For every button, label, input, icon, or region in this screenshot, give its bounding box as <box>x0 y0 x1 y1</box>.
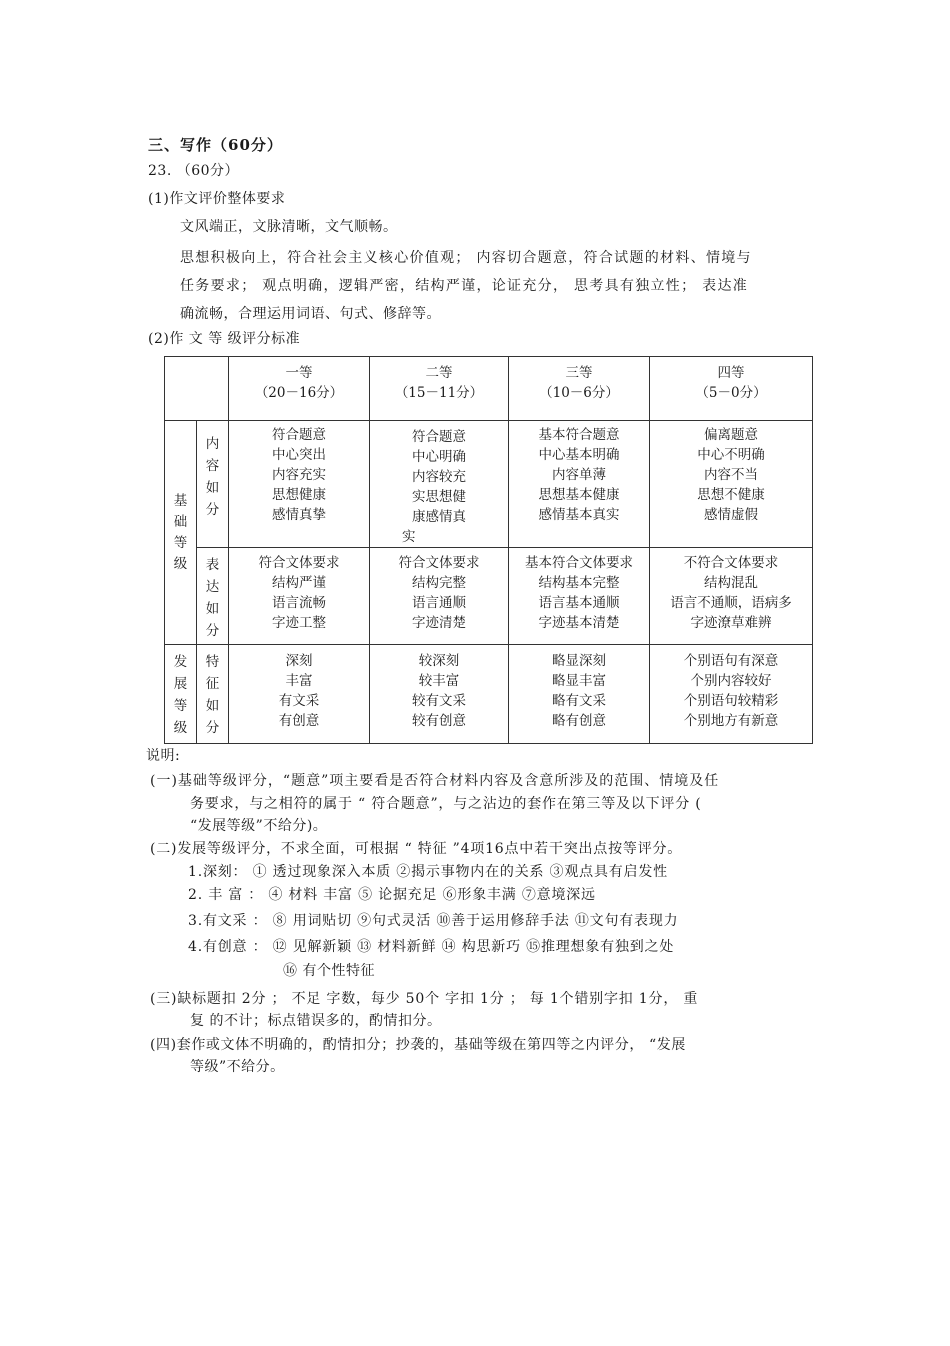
grade-header-3: 三等 （10－6分） <box>509 357 650 421</box>
note-4-line-1: (四)套作或文体不明确的，酌情扣分；抄袭的，基础等级在第四等之内评分， “发展 <box>150 1037 686 1053</box>
grade-header-2: 二等 （15－11分） <box>370 357 509 421</box>
part1-paragraph-1: 文风端正，文脉清晰，文气顺畅。 <box>180 219 398 235</box>
development-level-label: 发 展 等 级 <box>165 645 197 744</box>
section-title: 三、写作（60分） <box>148 136 283 154</box>
feature-grade-4: 个别语句有深意 个别内容较好 个别语句较精彩 个别地方有新意 <box>650 645 813 744</box>
part1-title: (1)作文评价整体要求 <box>148 191 286 207</box>
table-header-row <box>165 357 813 421</box>
content-label: 内 容 如 分 <box>197 421 229 548</box>
note-1-line-1: (一)基础等级评分，“题意”项主要看是否符合材料内容及含意所涉及的范围、情境及任 <box>150 773 720 789</box>
expression-grade-4: 不符合文体要求 结构混乱 语言不通顺，语病多 字迹潦草难辨 <box>650 548 813 645</box>
content-grade-1: 符合题意 中心突出 内容充实 思想健康 感情真挚 <box>229 421 370 548</box>
table-corner-cell <box>165 357 229 421</box>
basic-level-label: 基 础 等 级 <box>165 421 197 645</box>
note-2-line-1: (二)发展等级评分，不求全面，可根据 “ 特征 ”4项16点中若干突出点按等评分。 <box>150 841 683 857</box>
expression-grade-2: 符合文体要求 结构完整 语言通顺 字迹清楚 <box>370 548 509 645</box>
expression-row <box>165 548 813 645</box>
development-row <box>165 645 813 744</box>
part1-paragraph-2-line-1: 思想积极向上，符合社会主义核心价值观； 内容切合题意，符合试题的材料、情境与 <box>180 250 752 266</box>
note-3-line-2: 复 的不计；标点错误多的，酌情扣分。 <box>190 1013 442 1029</box>
grade-header-4: 四等 （5－0分） <box>650 357 813 421</box>
expression-grade-3: 基本符合文体要求 结构基本完整 语言基本通顺 字迹基本清楚 <box>509 548 650 645</box>
note-2-item-5: ⑯ 有个性特征 <box>283 963 375 979</box>
note-4-line-2: 等级”不给分。 <box>190 1059 285 1075</box>
feature-grade-1: 深刻 丰富 有文采 有创意 <box>229 645 370 744</box>
expression-label: 表 达 如 分 <box>197 548 229 645</box>
part1-paragraph-2-line-3: 确流畅，合理运用词语、句式、修辞等。 <box>180 306 441 322</box>
note-1-line-3: “发展等级”不给分)。 <box>190 818 328 834</box>
grade-header-1: 一等 （20－16分） <box>229 357 370 421</box>
feature-grade-3: 略显深刻 略显丰富 略有文采 略有创意 <box>509 645 650 744</box>
content-row <box>165 421 813 548</box>
note-3-line-1: (三)缺标题扣 2分 ； 不足 字数，每少 50个 字扣 1分 ； 每 1个错别字扣 1分， 重 <box>150 991 699 1007</box>
feature-label: 特 征 如 分 <box>197 645 229 744</box>
part1-paragraph-2-line-2: 任务要求； 观点明确，逻辑严密，结构严谨，论证充分， 思考具有独立性； 表达准 <box>180 278 749 294</box>
question-number: 23. （60分） <box>148 163 240 179</box>
note-1-line-2: 务要求，与之相符的属于 “ 符合题意”，与之沾边的套作在第三等及以下评分 ( <box>190 796 702 812</box>
note-2-item-2: 2. 丰 富 ： ④ 材料 丰富 ⑤ 论据充足 ⑥形象丰满 ⑦意境深远 <box>188 887 596 903</box>
feature-grade-2: 较深刻 较丰富 较有文采 较有创意 <box>370 645 509 744</box>
note-2-item-3: 3.有文采 ： ⑧ 用词贴切 ⑨句式灵活 ⑩善于运用修辞手法 ⑪文句有表现力 <box>188 913 679 929</box>
note-2-item-4: 4.有创意 ： ⑫ 见解新颖 ⑬ 材料新鲜 ⑭ 构思新巧 ⑮推理想象有独到之处 <box>188 939 675 955</box>
grading-table <box>164 356 813 744</box>
part2-title: (2)作 文 等 级评分标准 <box>148 331 301 347</box>
note-2-item-1: 1.深刻： ① 透过现象深入本质 ②揭示事物内在的关系 ③观点具有启发性 <box>188 864 668 880</box>
notes-title: 说明: <box>146 748 181 764</box>
expression-grade-1: 符合文体要求 结构严谨 语言流畅 字迹工整 <box>229 548 370 645</box>
content-grade-2: 符合题意 中心明确 内容较充 实思想健 康感情真 实 <box>370 421 509 548</box>
content-grade-4: 偏离题意 中心不明确 内容不当 思想不健康 感情虚假 <box>650 421 813 548</box>
content-grade-3: 基本符合题意 中心基本明确 内容单薄 思想基本健康 感情基本真实 <box>509 421 650 548</box>
